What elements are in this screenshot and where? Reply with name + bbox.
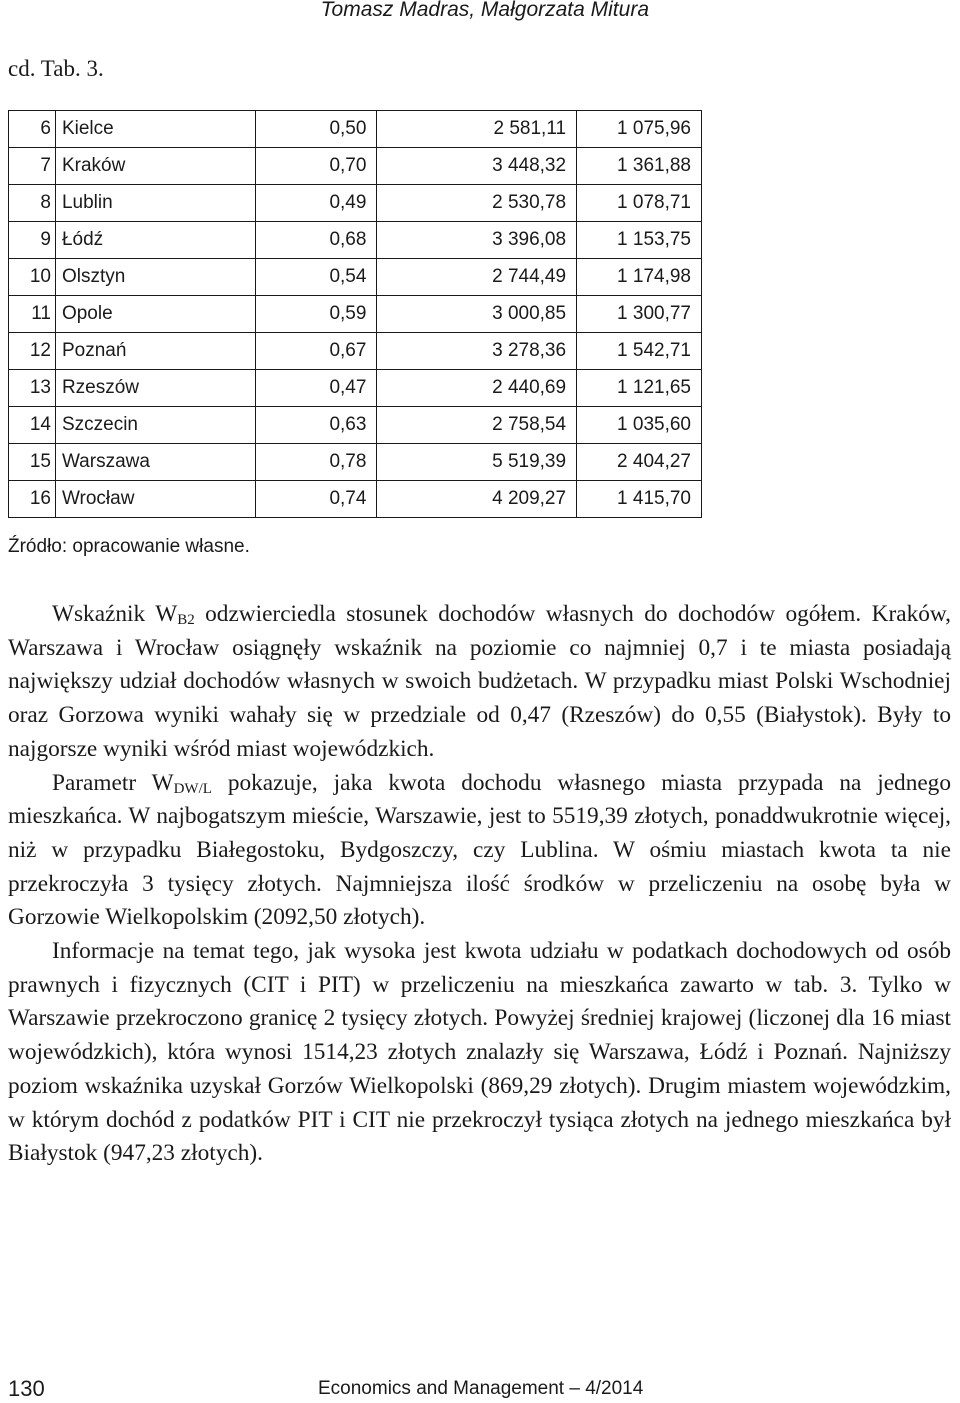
row-number-cell: 14 — [9, 407, 56, 444]
wb2-value-cell: 0,78 — [255, 444, 377, 481]
row-number-cell: 11 — [9, 296, 56, 333]
row-number-cell: 6 — [9, 111, 56, 148]
table-row — [9, 370, 702, 407]
income-per-capita-cell: 2 744,49 — [377, 259, 577, 296]
income-per-capita-cell: 3 396,08 — [377, 222, 577, 259]
wb2-value-cell: 0,54 — [255, 259, 377, 296]
income-per-capita-cell: 2 581,11 — [377, 111, 577, 148]
tax-share-per-capita-cell: 1 174,98 — [577, 259, 702, 296]
income-per-capita-cell: 2 758,54 — [377, 407, 577, 444]
row-number-cell: 16 — [9, 481, 56, 518]
tax-share-per-capita-cell: 1 078,71 — [577, 185, 702, 222]
wb2-value-cell: 0,68 — [255, 222, 377, 259]
row-number-cell: 15 — [9, 444, 56, 481]
tax-share-per-capita-cell: 1 361,88 — [577, 148, 702, 185]
wb2-value-cell: 0,63 — [255, 407, 377, 444]
table-row — [9, 185, 702, 222]
indicator-subscript-dwl: DW/L — [173, 780, 212, 797]
income-per-capita-cell: 2 440,69 — [377, 370, 577, 407]
row-number-cell: 9 — [9, 222, 56, 259]
wb2-value-cell: 0,50 — [255, 111, 377, 148]
city-name-cell: Kraków — [55, 148, 255, 185]
row-number-cell: 7 — [9, 148, 56, 185]
table-row — [9, 444, 702, 481]
paragraph-3: Informacje na temat tego, jak wysoka jest kwota udziału w podatkach dochodowych od osób prawnych i fizycznych (CIT i PIT) w przeliczeniu na mieszkańca zawarto w tab. 3. Tylko w Warszawie przekroczono granicę 2 tysięcy złotych. Powyżej średniej krajowej (liczonej dla 16 miast wojewódzkich), która wynosi 1514,23 złotych znalazły się Warszawa, Łódź i Poznań. Najniższy poziom wskaźnika uzyskał Gorzów Wielkopolski (869,29 złotych). Drugim miastem wojewódzkim, w którym dochód z podatków PIT i CIT nie przekroczył tysiąca złotych na jednego mieszkańca był Białystok (947,23 złotych). — [8, 938, 951, 1167]
table-row — [9, 407, 702, 444]
table-caption: cd. Tab. 3. — [8, 56, 104, 81]
indicator-subscript-b2: B2 — [177, 612, 195, 628]
tax-share-per-capita-cell: 1 300,77 — [577, 296, 702, 333]
wb2-value-cell: 0,59 — [255, 296, 377, 333]
row-number-cell: 10 — [9, 259, 56, 296]
paragraph-2-start: Parametr W — [52, 769, 174, 796]
paragraph-2-rest: pokazuje, jaka kwota dochodu własnego miasta przypada na jednego mieszkańca. W najbogatszym mieście, Warszawie, jest to 5519,39 złotych, ponaddwukrotnie więcej, niż w przypadku Białegostoku, Bydgoszczy, czy Lublina. W ośmiu miastach kwota ta nie przekroczyła 3 tysięcy złotych. Najmniejsza ilość środków w przeliczeniu na osobę była w Gorzowie Wielkopolskim (2092,50 złotych). — [8, 769, 951, 931]
row-number-cell: 8 — [9, 185, 56, 222]
table-row — [9, 481, 702, 518]
row-number-cell: 13 — [9, 370, 56, 407]
paragraph-2 — [8, 767, 951, 936]
city-name-cell: Kielce — [55, 111, 255, 148]
journal-footer: Economics and Management – 4/2014 — [318, 1378, 644, 1399]
city-name-cell: Wrocław — [55, 481, 255, 518]
wb2-value-cell: 0,49 — [255, 185, 377, 222]
income-per-capita-cell: 5 519,39 — [377, 444, 577, 481]
city-name-cell: Olsztyn — [55, 259, 255, 296]
city-name-cell: Warszawa — [55, 444, 255, 481]
income-per-capita-cell: 2 530,78 — [377, 185, 577, 222]
city-name-cell: Poznań — [55, 333, 255, 370]
table-source-note: Źródło: opracowanie własne. — [8, 536, 250, 557]
tax-share-per-capita-cell: 1 415,70 — [577, 481, 702, 518]
city-name-cell: Szczecin — [55, 407, 255, 444]
paragraph-1-rest: odzwierciedla stosunek dochodów własnych do dochodów ogółem. Kraków, Warszawa i Wrocław osiągnęły wskaźnik na poziomie co najmniej 0,7 i te miasta posiadają największy udział dochodów własnych w swoich budżetach. W przypadku miast Polski Wschodniej oraz Gorzowa wyniki wahały się w przedziale od 0,47 (Rzeszów) do 0,55 (Białystok). Były to najgorsze wyniki wśród miast wojewódzkich. — [8, 601, 952, 762]
city-name-cell: Rzeszów — [55, 370, 255, 407]
tax-share-per-capita-cell: 1 121,65 — [577, 370, 702, 407]
paragraph-1-start: Wskaźnik W — [52, 601, 178, 627]
city-name-cell: Łódź — [55, 222, 255, 259]
tax-share-per-capita-cell: 2 404,27 — [577, 444, 702, 481]
city-name-cell: Lublin — [55, 185, 255, 222]
tax-share-per-capita-cell: 1 153,75 — [577, 222, 702, 259]
wb2-value-cell: 0,70 — [255, 148, 377, 185]
row-number-cell: 12 — [9, 333, 56, 370]
page-number: 130 — [8, 1376, 45, 1401]
body-text — [8, 598, 951, 1171]
table-row — [9, 296, 702, 333]
table-body — [9, 111, 702, 518]
tax-share-per-capita-cell: 1 075,96 — [577, 111, 702, 148]
tax-share-per-capita-cell: 1 035,60 — [577, 407, 702, 444]
table-row — [9, 259, 702, 296]
table-row — [9, 333, 702, 370]
city-name-cell: Opole — [55, 296, 255, 333]
income-per-capita-cell: 4 209,27 — [377, 481, 577, 518]
wb2-value-cell: 0,74 — [255, 481, 377, 518]
data-table — [8, 110, 702, 518]
tax-share-per-capita-cell: 1 542,71 — [577, 333, 702, 370]
paragraph-1 — [8, 598, 951, 767]
wb2-value-cell: 0,67 — [255, 333, 377, 370]
table-row — [9, 148, 702, 185]
table-row — [9, 111, 702, 148]
table-row — [9, 222, 702, 259]
income-per-capita-cell: 3 000,85 — [377, 296, 577, 333]
running-header-authors: Tomasz Madras, Małgorzata Mitura — [320, 0, 649, 21]
income-per-capita-cell: 3 448,32 — [377, 148, 577, 185]
income-per-capita-cell: 3 278,36 — [377, 333, 577, 370]
wb2-value-cell: 0,47 — [255, 370, 377, 407]
